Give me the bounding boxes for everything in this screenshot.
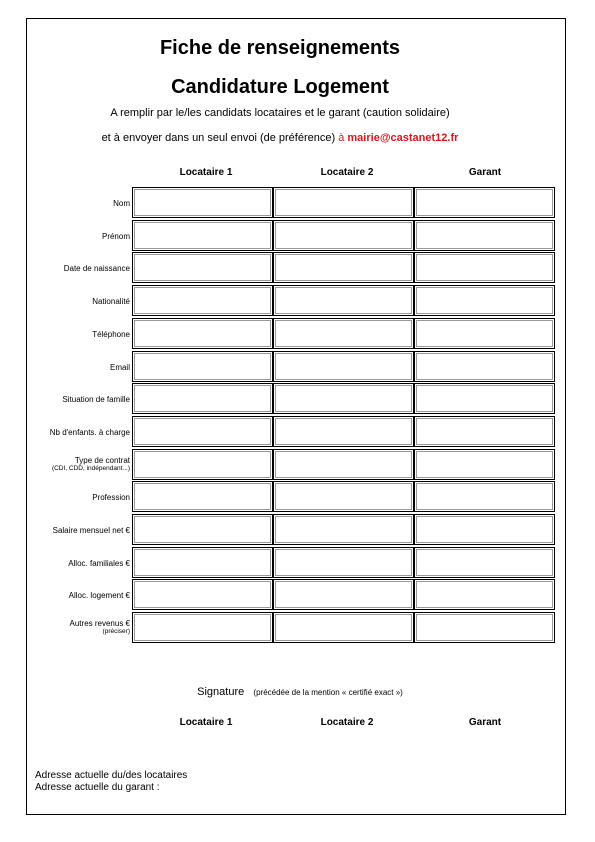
row-label-text: Alloc. logement € [68, 591, 130, 601]
input-cell-locataire-2[interactable] [273, 187, 414, 218]
input-cell-locataire-1[interactable] [132, 351, 273, 382]
row-label [50, 428, 130, 437]
signature-label: Signature [197, 686, 245, 698]
row-label-text: Situation de famille [62, 395, 130, 405]
row-label-note: (préciser) [102, 628, 130, 636]
input-cell-garant[interactable] [414, 547, 555, 578]
input-cell-locataire-1[interactable] [132, 187, 273, 218]
row-label [92, 330, 130, 339]
intro-line-1: A remplir par le/les candidats locataires et le garant (caution solidaire) [110, 107, 450, 119]
input-cell-garant[interactable] [414, 514, 555, 545]
input-cell-locataire-2[interactable] [273, 351, 414, 382]
row-label [113, 199, 130, 208]
input-cell-garant[interactable] [414, 351, 555, 382]
row-label [52, 456, 130, 473]
input-cell-locataire-1[interactable] [132, 579, 273, 610]
input-cell-locataire-2[interactable] [273, 579, 414, 610]
input-cell-locataire-1[interactable] [132, 547, 273, 578]
input-cell-garant[interactable] [414, 252, 555, 283]
row-label-text: Nom [113, 199, 130, 208]
row-label [62, 395, 130, 404]
row-label-note: (CDI, CDD, indépendant...) [51, 464, 130, 472]
row-label [92, 493, 130, 502]
input-cell-locataire-1[interactable] [132, 416, 273, 447]
row-label [110, 363, 130, 372]
input-cell-garant[interactable] [414, 612, 555, 643]
row-label-text: Profession [92, 493, 130, 503]
input-cell-locataire-2[interactable] [273, 285, 414, 316]
input-cell-locataire-2[interactable] [273, 547, 414, 578]
column-header-garant: Garant [468, 167, 502, 178]
row-label-text: Date de naissance [63, 264, 130, 274]
input-cell-garant[interactable] [414, 416, 555, 447]
input-cell-locataire-2[interactable] [273, 318, 414, 349]
input-cell-locataire-2[interactable] [273, 449, 414, 480]
input-cell-locataire-2[interactable] [273, 416, 414, 447]
row-label-text: Nb d'enfants. à charge [49, 427, 130, 437]
input-cell-locataire-1[interactable] [132, 220, 273, 251]
input-cell-garant[interactable] [414, 449, 555, 480]
row-label-text: Email [109, 362, 130, 372]
input-cell-locataire-1[interactable] [132, 449, 273, 480]
input-cell-locataire-2[interactable] [273, 612, 414, 643]
address-guarantor-label: Adresse actuelle du garant : [35, 782, 160, 793]
input-cell-garant[interactable] [414, 481, 555, 512]
signature-column-garant: Garant [468, 717, 502, 728]
input-cell-garant[interactable] [414, 579, 555, 610]
input-cell-locataire-2[interactable] [273, 220, 414, 251]
row-label-text: Alloc. familiales € [68, 558, 130, 568]
row-label [64, 264, 130, 273]
input-cell-locataire-1[interactable] [132, 285, 273, 316]
row-label [102, 232, 130, 241]
contact-email[interactable]: mairie@castanet12.fr [347, 132, 459, 144]
row-label-text: Type de contrat [74, 455, 130, 465]
form-subtitle: Candidature Logement [171, 76, 389, 98]
signature-column-locataire-1: Locataire 1 [179, 717, 233, 728]
input-cell-locataire-2[interactable] [273, 252, 414, 283]
input-cell-locataire-1[interactable] [132, 481, 273, 512]
address-tenants-label: Adresse actuelle du/des locataires [35, 770, 188, 781]
input-cell-locataire-1[interactable] [132, 252, 273, 283]
column-header-locataire-2: Locataire 2 [320, 167, 374, 178]
input-cell-locataire-1[interactable] [132, 612, 273, 643]
form-title: Fiche de renseignements [159, 37, 401, 59]
row-label [69, 591, 130, 600]
row-label [70, 619, 130, 636]
intro-line-2 [0, 132, 560, 144]
input-cell-locataire-2[interactable] [273, 514, 414, 545]
input-cell-locataire-1[interactable] [132, 383, 273, 414]
email-prefix: à [338, 132, 348, 144]
intro-line-2-text: et à envoyer dans un seul envoi (de préférence) [101, 132, 339, 144]
input-cell-garant[interactable] [414, 318, 555, 349]
signature-column-locataire-2: Locataire 2 [320, 717, 374, 728]
row-label [92, 297, 130, 306]
input-cell-garant[interactable] [414, 285, 555, 316]
row-label-text: Nationalité [92, 297, 130, 307]
row-label [68, 559, 130, 568]
row-label-text: Prénom [101, 231, 130, 241]
column-header-locataire-1: Locataire 1 [179, 167, 233, 178]
input-cell-locataire-1[interactable] [132, 318, 273, 349]
row-label-text: Téléphone [92, 329, 130, 339]
input-cell-locataire-2[interactable] [273, 383, 414, 414]
input-cell-garant[interactable] [414, 220, 555, 251]
input-cell-locataire-2[interactable] [273, 481, 414, 512]
signature-line [0, 686, 595, 698]
input-cell-locataire-1[interactable] [132, 514, 273, 545]
row-label-text: Autres revenus € [69, 619, 130, 629]
input-cell-garant[interactable] [414, 383, 555, 414]
signature-note: (précédée de la mention « certifié exact ») [253, 688, 403, 697]
row-label-text: Salaire mensuel net € [52, 526, 130, 535]
input-cell-garant[interactable] [414, 187, 555, 218]
row-label [53, 526, 130, 535]
